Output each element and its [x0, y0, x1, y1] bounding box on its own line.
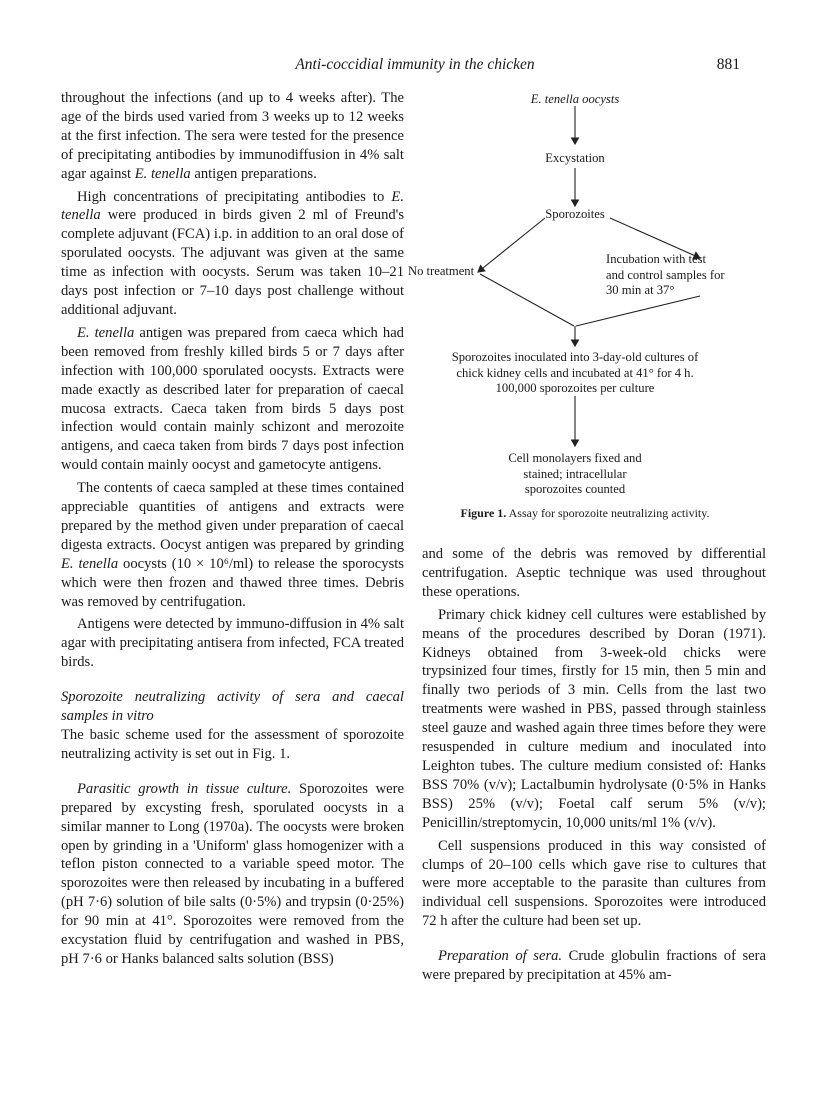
right-column [422, 545, 766, 985]
paragraph: throughout the infections (and up to 4 weeks after). The age of the birds used varied from 3 weeks up to 12 weeks at the first infection. The sera were tested for the presence of precipitating antibodies by immunodiffusion in 4% salt agar against E. tenella antigen preparations. [61, 90, 404, 182]
paragraph: The basic scheme used for the assessment of sporozoite neutralizing activity is set out in Fig. 1. [61, 727, 404, 762]
node-inoculated: Sporozoites inoculated into 3-day-old cultures of chick kidney cells and incubated at 41° for 4 h. 100,000 sporozoites per culture [451, 350, 699, 395]
figure-caption [420, 506, 750, 521]
line-incubation-to-merge [576, 296, 700, 326]
node-excystation: Excystation [545, 151, 605, 165]
paragraph: Primary chick kidney cell cultures were established by means of the procedures described by Doran (1971). Kidneys obtained from 3-week-old chicks were trypsinized four times, firstly for 15 min, then 5 min and finally two periods of 3 min. Cells from the last two treatments were washed in PBS, passed through stainless steel gauze and washed again three times before they were resuspended in culture medium and inoculated into Leighton tubes. The culture medium consisted of: Hanks BSS 70% (v/v); Lactalbumin hydrolysate (0·5% in Hanks BSS) 25% (v/v); Foetal calf serum 5% (v/v); Penicillin/streptomycin, 10,000 units/ml 1% (v/v). [422, 606, 766, 831]
line-no-treatment-to-merge [480, 274, 574, 326]
node-fixed: Cell monolayers fixed and stained; intracellular sporozoites counted [508, 451, 642, 496]
run-in-heading: Preparation of sera. [438, 948, 563, 965]
paragraph-body: Crude globulin fractions of sera were prepared by precipitation at 45% am- [422, 948, 766, 984]
node-incubation: Incubation with test and control samples for 30 min at 37° [606, 252, 725, 297]
paragraph-with-run-in-heading [61, 780, 404, 969]
paragraph: E. tenella antigen was prepared from caeca which had been removed from freshly killed birds 5 or 7 days after infection with 100,000 sporulated oocysts. Extracts were made exactly as described later for preparation of caecal mucosa extracts. Caeca taken from birds 5 days post infection would contain mainly schizont and merozoite antigens, and caeca taken from birds 7 days post infection would contain mainly oocyst and gametocyte antigens. [61, 324, 404, 474]
paragraph: Antigens were detected by immuno-diffusion in 4% salt agar with precipitating antisera from infected, FCA treated birds. [61, 616, 404, 671]
node-sporozoites: Sporozoites [545, 207, 605, 221]
running-head: Anti-coccidial immunity in the chicken [295, 56, 535, 73]
section-heading: Sporozoite neutralizing activity of sera and caecal samples in vitro [61, 689, 404, 725]
paragraph-with-run-in-heading [422, 947, 766, 985]
paragraph: High concentrations of precipitating antibodies to E. tenella were produced in birds given 2 ml of Freund's complete adjuvant (FCA) i.p. in addition to an oral dose of sporulated oocysts. The adjuvant was given at the same time as infection with oocysts. Serum was taken 10–21 days post infection or 7–10 days post challenge without additional adjuvant. [61, 188, 404, 318]
left-column [61, 89, 404, 969]
caption-text: Assay for sporozoite neutralizing activity. [508, 506, 710, 520]
arrow-sporozoites-to-no-treatment [478, 218, 545, 272]
paragraph: The contents of caeca sampled at these times contained appreciable quantities of antigens and extracts were prepared by the method given under preparation of caecal digesta extracts. Oocyst antigen was prepared by grinding E. tenella oocysts (10 × 10⁶/ml) to release the sporocysts which were then frozen and thawed three times. Debris was removed by centrifugation. [61, 480, 404, 610]
paragraph: and some of the debris was removed by differential centrifugation. Aseptic technique was used throughout these operations. [422, 546, 766, 600]
page-header [90, 56, 740, 78]
paragraph: Cell suspensions produced in this way consisted of clumps of 20–100 cells which gave rise to cultures that were more acceptable to the parasite than cultures from individual cell suspensions. Sporozoites were introduced 72 h after the culture had been set up. [422, 837, 766, 930]
page-number: 881 [716, 56, 740, 73]
run-in-heading: Parasitic growth in tissue culture. [77, 780, 292, 797]
node-no-treatment: No treatment [408, 264, 475, 278]
figure-1-flowchart [400, 88, 780, 528]
caption-label: Figure 1. [460, 506, 507, 520]
node-oocysts: E. tenella oocysts [530, 92, 620, 106]
paragraph-body: Sporozoites were prepared by excysting fresh, sporulated oocysts in a similar manner to Long (1970a). The oocysts were broken open by grinding in a 'Uniform' glass homogenizer with a teflon piston connected to a variable speed motor. The sporozoites were then released by incubating in a buffered (pH 7·6) solution of bile salts (0·5%) and trypsin (0·25%) for 90 min at 41°. Sporozoites were removed from the excystation fluid by centrifugation and washed in PBS, pH 7·6 or Hanks balanced salts solution (BSS) [61, 780, 404, 967]
